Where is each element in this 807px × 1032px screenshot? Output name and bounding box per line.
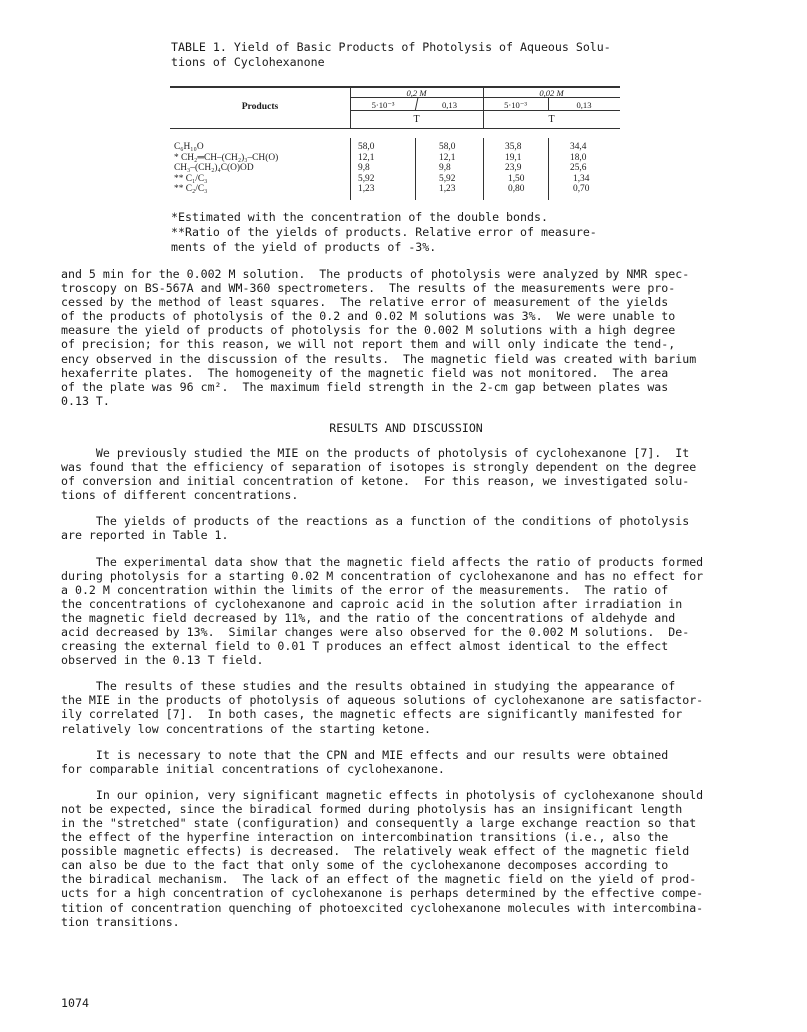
- yield-value: 5,92: [358, 173, 375, 184]
- table-caption-line: TABLE 1. Yield of Basic Products of Photolysis of Aqueous Solu-: [171, 40, 611, 54]
- text-line: In our opinion, very significant magnetic effects in photolysis of cyclohexanone should: [61, 787, 704, 802]
- text-line: tion transitions.: [61, 914, 180, 929]
- text-line: acid decreased by 13%. Similar changes were also observed for the 0.002 M solutions. De-: [61, 624, 690, 639]
- text-line: relatively low concentrations of the starting ketone.: [61, 721, 431, 736]
- product-name: CH₃–(CH₂)₄C(O)OD: [174, 163, 254, 174]
- text-line: ily correlated [7]. In both cases, the magnetic effects are significantly manifested for: [61, 707, 683, 722]
- products-header: Products: [241, 101, 279, 112]
- table-caption: [171, 40, 641, 70]
- text-line: We previously studied the MIE on the products of photolysis of cyclohexanone [7]. It: [61, 445, 690, 460]
- yield-value: 19,1: [505, 152, 522, 163]
- text-line: tition of concentration quenching of photoexcited cyclohexanone molecules with intercombina-: [61, 900, 704, 915]
- tesla-unit: T: [548, 114, 555, 125]
- text-line: the concentrations of cyclohexanone and caproic acid in the solution after irradiation in: [61, 596, 683, 611]
- text-line: creasing the external field to 0.01 T produces an effect almost identical to the effect: [61, 639, 669, 654]
- yield-value: 9,8: [358, 163, 370, 174]
- yield-value: 5,92: [439, 173, 456, 184]
- page-number: 1074: [61, 996, 89, 1010]
- text-line: observed in the 0.13 T field.: [61, 653, 264, 668]
- text-line: It is necessary to note that the CPN and MIE effects and our results were obtained: [61, 747, 669, 762]
- text-line: are reported in Table 1.: [61, 528, 229, 543]
- text-line: the MIE in the products of photolysis of aqueous solutions of cyclohexanone are satisfactor-: [61, 693, 704, 708]
- paragraph: [61, 267, 751, 408]
- yield-value: 25,6: [570, 163, 587, 174]
- product-name: ** C₁/C₃: [174, 173, 208, 184]
- yield-value: 18,0: [570, 152, 587, 163]
- text-line: measure the yield of products of photolysis for the 0.002 M solutions with a high degree: [61, 323, 676, 338]
- text-line: of conversion and initial concentration of ketone. For this reason, we investigated solu-: [61, 474, 690, 489]
- yield-value: 1,50: [508, 173, 525, 184]
- paragraph: [61, 788, 751, 929]
- text-line: the effect of the hyperfine interaction on intercombination transitions (i.e., also the: [61, 830, 669, 845]
- text-line: was found that the efficiency of separation of isotopes is strongly dependent on the degree: [61, 460, 697, 475]
- text-line: hexaferrite plates. The homogeneity of the magnetic field was not monitored. The area: [61, 365, 669, 380]
- yield-value: 23,9: [505, 163, 522, 174]
- text-line: and 5 min for the 0.002 M solution. The products of photolysis were analyzed by NMR spec-: [61, 267, 690, 281]
- yield-value: 9,8: [439, 163, 451, 174]
- text-line: of the plate was 96 cm². The maximum field strength in the 2-cm gap between plates was: [61, 379, 669, 394]
- text-line: the biradical mechanism. The lack of an effect of the magnetic field on the yield of prod-: [61, 872, 697, 887]
- section-heading: RESULTS AND DISCUSSION: [329, 420, 483, 435]
- text-line: possible magnetic effects) is decreased. The relatively weak effect of the magnetic field: [61, 844, 690, 859]
- yield-value: 58,0: [358, 142, 375, 152]
- text-line: tions of different concentrations.: [61, 488, 299, 503]
- text-line: of the products of photolysis of the 0.2 and 0.02 M solutions was 3%. We were unable to: [61, 309, 676, 324]
- yield-value: 12,1: [439, 152, 456, 163]
- yield-value: 1,23: [439, 184, 456, 195]
- table-footnotes: [171, 210, 641, 255]
- text-line: The experimental data show that the magnetic field affects the ratio of products formed: [61, 554, 704, 569]
- text-line: for comparable initial concentrations of cyclohexanone.: [61, 761, 445, 776]
- paragraph: [61, 748, 751, 776]
- yield-value: 35,8: [505, 142, 522, 152]
- paragraph: [61, 514, 751, 542]
- table-col-rule: [548, 138, 549, 200]
- table-col-rule: [350, 138, 351, 200]
- text-line: The results of these studies and the results obtained in studying the appearance of: [61, 679, 676, 694]
- text-line: ency observed in the discussion of the results. The magnetic field was created with barium: [61, 351, 697, 366]
- yield-table: [170, 86, 620, 208]
- table-col-rule: [483, 138, 484, 200]
- text-line: ucts for a high concentration of cyclohexanone is perhaps determined by the effective compe-: [61, 886, 704, 901]
- paragraph: [61, 555, 751, 668]
- yield-value: 0,70: [573, 184, 590, 195]
- text-line: troscopy on BS-567A and WM-360 spectrometers. The results of the measurements were pro-: [61, 281, 676, 296]
- field-header: 0,13: [441, 100, 458, 110]
- yield-value: 58,0: [439, 142, 456, 152]
- text-line: can also be due to the fact that only some of the cyclohexanone decomposes according to: [61, 858, 669, 873]
- field-header: 5·10⁻³: [371, 100, 395, 110]
- product-name: C₆H₁₀O: [174, 142, 204, 152]
- footnote: ments of the yield of products of -3%.: [171, 240, 437, 254]
- text-line: a 0.2 M concentration within the limits of the error of the measurements. The ratio of: [61, 582, 669, 597]
- paragraph: [61, 679, 751, 735]
- text-line: The yields of products of the reactions as a function of the conditions of photolysis: [61, 514, 690, 529]
- yield-value: 12,1: [358, 152, 375, 163]
- body-text: [61, 267, 751, 929]
- field-header: 5·10⁻³: [504, 100, 527, 110]
- concentration-header-0-2m: 0,2 M: [406, 88, 427, 98]
- field-header: 0,13: [576, 100, 592, 110]
- yield-value: 0,80: [508, 184, 525, 195]
- footnote: **Ratio of the yields of products. Relative error of measure-: [171, 225, 597, 239]
- text-line: 0.13 T.: [61, 393, 110, 408]
- text-line: in the "stretched" state (configuration) and consequently a large exchange reaction so that: [61, 816, 697, 830]
- concentration-header-0-02m: 0,02 M: [539, 88, 564, 98]
- text-line: not be expected, since the biradical formed during photolysis has an insignificant length: [61, 801, 683, 816]
- paragraph: [61, 446, 751, 502]
- yield-value: 34,4: [570, 142, 587, 152]
- product-name: ** C₂/C₃: [174, 184, 208, 195]
- footnote: *Estimated with the concentration of the double bonds.: [171, 210, 548, 224]
- text-line: cessed by the method of least squares. The relative error of measurement of the yields: [61, 295, 669, 310]
- yield-value: 1,23: [358, 184, 375, 195]
- tesla-unit: T: [413, 114, 420, 125]
- table-header-rule: [170, 128, 620, 129]
- table-caption-line: tions of Cyclohexanone: [171, 55, 325, 69]
- table-col-rule: [415, 138, 416, 200]
- text-line: the magnetic field decreased by 11%, and the ratio of the concentrations of aldehyde and: [61, 610, 676, 625]
- product-name: * CH₂═CH–(CH₂)₃–CH(O): [174, 152, 279, 163]
- yield-value: 1,34: [573, 173, 590, 184]
- text-line: of precision; for this reason, we will not report them and will only indicate the tend-,: [61, 337, 676, 352]
- text-line: during photolysis for a starting 0.02 M concentration of cyclohexanone and has no effect for: [61, 568, 704, 583]
